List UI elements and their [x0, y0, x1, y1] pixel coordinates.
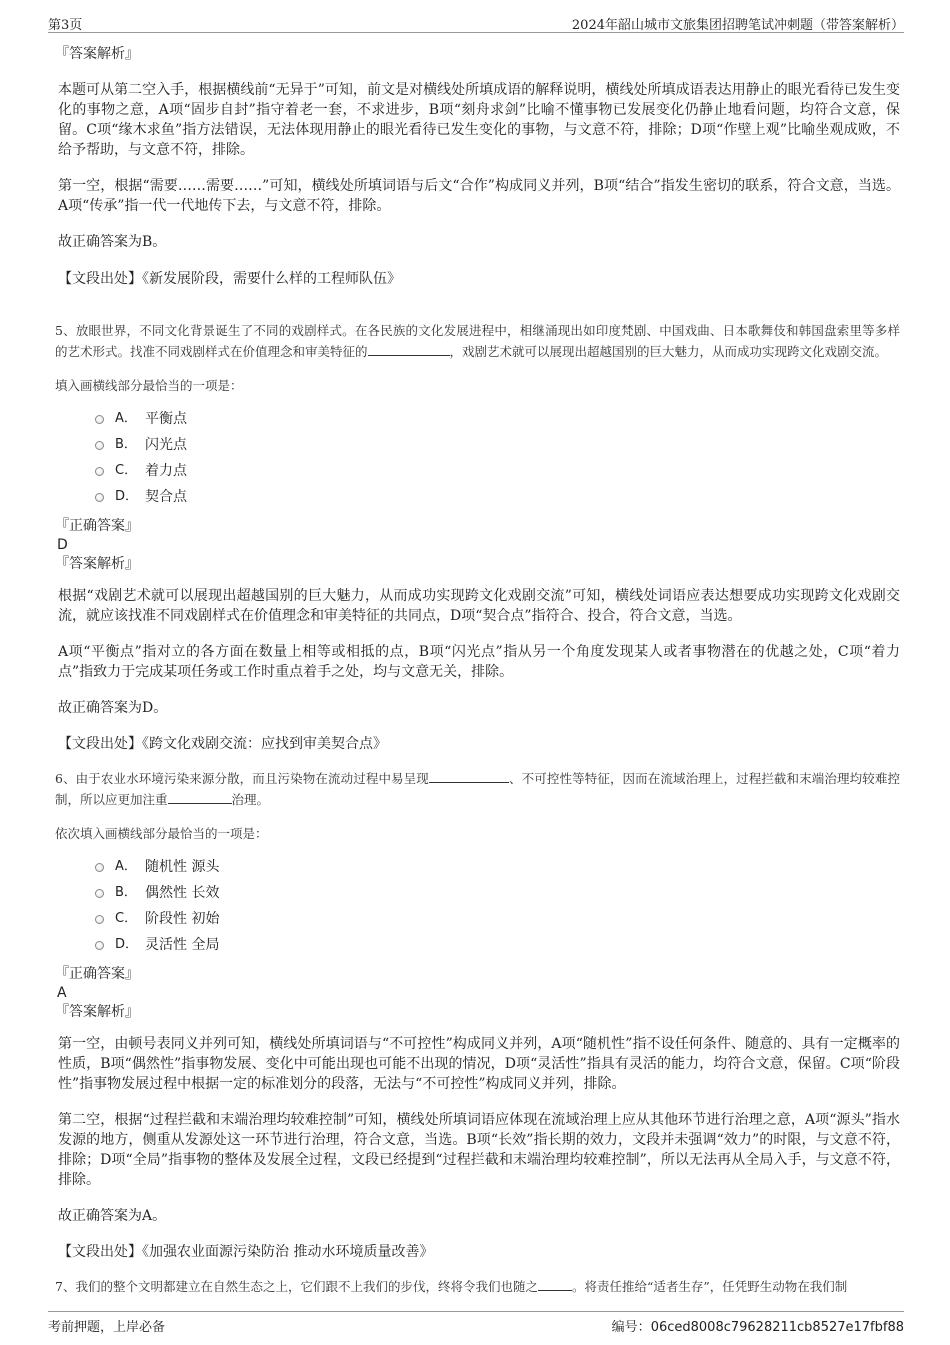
- radio-icon[interactable]: [95, 941, 104, 950]
- question-6-stem: [55, 768, 900, 810]
- options-list: [95, 854, 900, 958]
- option-c[interactable]: C． 着力点: [95, 458, 900, 484]
- stem-text: 、不可控性等特征，因而在流域治理上，过程拦截和末端治理均较难控制，所以应更加注重: [55, 771, 900, 807]
- conclusion: 故正确答案为B。: [58, 234, 167, 250]
- document-title: 2024年韶山城市文旅集团招聘笔试冲刺题（带答案解析）: [571, 18, 904, 33]
- stem-text: 7、我们的整个文明都建立在自然生态之上，它们跟不上我们的步伐，终将令我们也随之: [55, 1279, 538, 1294]
- correct-answer: A: [57, 985, 67, 1001]
- page-content: [55, 44, 900, 1297]
- option-d[interactable]: D． 灵活性 全局: [95, 932, 900, 958]
- page-number: 第3页: [48, 18, 83, 33]
- footer-slogan: 考前押题，上岸必备: [48, 1320, 166, 1335]
- radio-icon[interactable]: [95, 441, 104, 450]
- stem-text: ，戏剧艺术就可以展现出超越国别的巨大魅力，从而成功实现跨文化戏剧交流。: [449, 344, 888, 359]
- stem-text: 5、放眼世界，不同文化背景诞生了不同的戏剧样式。在各民族的文化发展进程中，相继涌现出如印度梵剧、中国戏曲、日本歌舞伎和韩国盘索里等多样的艺术形式。找准不同戏剧样式在价值理念和审美特征的: [55, 323, 900, 359]
- analysis-label: 『答案解析』: [55, 46, 139, 62]
- analysis-paragraph: 第一空，根据“需要……需要……”可知，横线处所填词语与后文“合作”构成同义并列，B项“结合”指发生密切的联系，符合文意，当选。A项“传承”指一代一代地传下去，与文意不符，排除。: [58, 178, 900, 214]
- radio-icon[interactable]: [95, 863, 104, 872]
- analysis-paragraph: 第二空，根据“过程拦截和末端治理均较难控制”可知，横线处所填词语应体现在流域治理上应从其他环节进行治理之意，A项“源头”指水发源的地方，侧重从发源处这一环节进行治理，符合文意，当选。B项“长效”指长期的效力，文段并未强调“效力”的时限，与文意不符，排除；D项“全局”指事物的整体及发展全过程，文段已经提到“过程拦截和末端治理均较难控制”，所以无法再从全局入手，与文意不符，排除。: [58, 1112, 900, 1188]
- source-citation: 【文段出处】《新发展阶段，需要什么样的工程师队伍》: [58, 271, 401, 287]
- page-footer: [48, 1311, 904, 1334]
- question-prompt: 填入画横线部分最恰当的一项是：: [55, 378, 243, 393]
- radio-icon[interactable]: [95, 467, 104, 476]
- question-5-stem: [55, 320, 900, 362]
- analysis-label: 『答案解析』: [55, 1004, 139, 1020]
- document-code: [612, 1316, 904, 1335]
- stem-text: 。将责任推给“适者生存”，任凭野生动物在我们制: [571, 1279, 848, 1294]
- analysis-paragraph: 根据“戏剧艺术就可以展现出超越国别的巨大魅力，从而成功实现跨文化戏剧交流”可知，横线处词语应表达想要成功实现跨文化戏剧交流，就应该找准不同戏剧样式在价值理念和审美特征的共同点，D项“契合点”指符合、投合，符合文意，当选。: [58, 588, 900, 624]
- conclusion: 故正确答案为A。: [58, 1208, 167, 1224]
- code-value: 06ced8008c79628211cb8527e17fbf88: [650, 1320, 904, 1335]
- question-prompt: 依次填入画横线部分最恰当的一项是：: [55, 826, 268, 841]
- radio-icon[interactable]: [95, 889, 104, 898]
- analysis-paragraph: A项“平衡点”指对立的各方面在数量上相等或相抵的点，B项“闪光点”指从另一个角度发现某人或者事物潜在的优越之处，C项“着力点”指致力于完成某项任务或工作时重点着手之处，均与文意无关，排除。: [58, 644, 900, 680]
- analysis-paragraph: 第一空，由顿号表同义并列可知，横线处所填词语与“不可控性”构成同义并列，A项“随机性”指不设任何条件、随意的、具有一定概率的性质，B项“偶然性”指事物发展、变化中可能出现也可能不出现的情况，D项“灵活性”指具有灵活的能力，均符合文意，保留。C项“阶段性”指事物发展过程中根据一定的标准划分的段落，无法与“不可控性”构成同义并列，排除。: [58, 1036, 900, 1092]
- analysis-label: 『答案解析』: [55, 556, 139, 572]
- option-a[interactable]: A． 平衡点: [95, 406, 900, 432]
- correct-answer: D: [57, 537, 68, 553]
- source-citation: 【文段出处】《加强农业面源污染防治 推动水环境质量改善》: [58, 1244, 434, 1260]
- question-7-stem: [55, 1276, 900, 1297]
- stem-text: 治理。: [231, 792, 270, 807]
- conclusion: 故正确答案为D。: [58, 700, 168, 716]
- answer-blank: [368, 342, 450, 356]
- option-b[interactable]: B． 偶然性 长效: [95, 880, 900, 906]
- option-a[interactable]: A． 随机性 源头: [95, 854, 900, 880]
- options-list: [95, 406, 900, 510]
- radio-icon[interactable]: [95, 415, 104, 424]
- option-c[interactable]: C． 阶段性 初始: [95, 906, 900, 932]
- analysis-paragraph: 本题可从第二空入手，根据横线前“无异于”可知，前文是对横线处所填成语的解释说明，横线处所填成语表达用静止的眼光看待已发生变化的事物之意，A项“固步自封”指守着老一套，不求进步，B项“刻舟求剑”比喻不懂事物已发展变化仍静止地看问题，均符合文意，保留。C项“缘木求鱼”指方法错误，无法体现用静止的眼光看待已发生变化的事物，与文意不符，排除；D项“作壁上观”比喻坐观成败，不给予帮助，与文意不符，排除。: [58, 82, 900, 158]
- radio-icon[interactable]: [95, 493, 104, 502]
- code-label: 编号：: [611, 1320, 651, 1335]
- answer-blank: [168, 790, 232, 804]
- answer-blank: [538, 1277, 572, 1291]
- option-d[interactable]: D． 契合点: [95, 484, 900, 510]
- stem-text: 6、由于农业水环境污染来源分散，而且污染物在流动过程中易呈现: [55, 771, 429, 786]
- correct-answer-label: 『正确答案』: [55, 966, 139, 982]
- radio-icon[interactable]: [95, 915, 104, 924]
- page-header: [48, 12, 904, 33]
- correct-answer-label: 『正确答案』: [55, 518, 139, 534]
- answer-blank: [429, 769, 509, 783]
- source-citation: 【文段出处】《跨文化戏剧交流：应找到审美契合点》: [58, 736, 387, 752]
- option-b[interactable]: B． 闪光点: [95, 432, 900, 458]
